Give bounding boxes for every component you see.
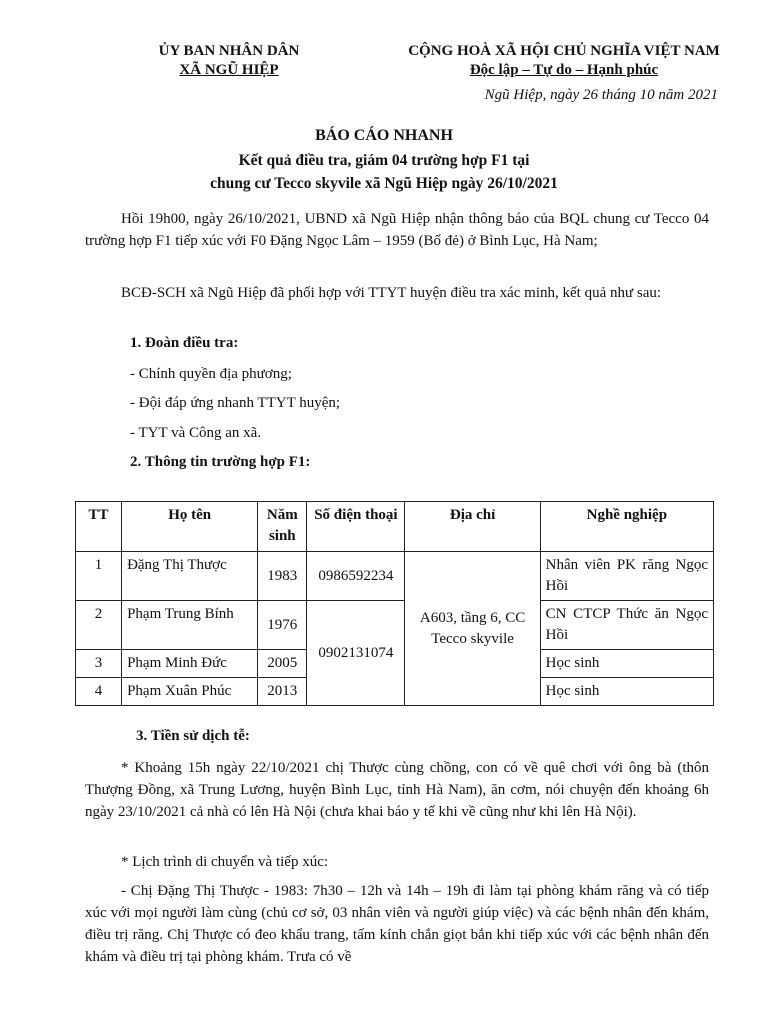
section-heading-1: 1. Đoàn điều tra: bbox=[130, 335, 239, 351]
f1-cases-table bbox=[75, 501, 714, 706]
cell-tt: 1 bbox=[76, 552, 122, 601]
cell-year: 2013 bbox=[258, 678, 307, 706]
document-subtitle-1: Kết quả điều tra, giám 04 trường hợp F1 tại bbox=[238, 152, 530, 169]
cell-job: Nhân viên PK răng Ngọc Hồi bbox=[540, 552, 713, 601]
cell-job: Học sinh bbox=[540, 678, 713, 706]
cell-name: Phạm Trung Bính bbox=[122, 601, 258, 650]
cell-name: Phạm Minh Đức bbox=[122, 650, 258, 678]
issuer-line-1: ỦY BAN NHÂN DÂN bbox=[158, 43, 300, 59]
cell-name: Phạm Xuân Phúc bbox=[122, 678, 258, 706]
national-title: CỘNG HOÀ XÃ HỘI CHỦ NGHĨA VIỆT NAM bbox=[408, 43, 720, 59]
paragraph-itinerary-heading: * Lịch trình di chuyển và tiếp xúc: bbox=[121, 854, 329, 870]
table-row bbox=[76, 552, 714, 601]
cell-job: Học sinh bbox=[540, 650, 713, 678]
document-date: Ngũ Hiệp, ngày 26 tháng 10 năm 2021 bbox=[484, 87, 718, 103]
document-subtitle-2: chung cư Tecco skyvile xã Ngũ Hiệp ngày 26/10/2021 bbox=[210, 175, 558, 192]
cell-year: 2005 bbox=[258, 650, 307, 678]
cell-year: 1983 bbox=[258, 552, 307, 601]
national-header bbox=[392, 42, 736, 80]
cell-tt: 2 bbox=[76, 601, 122, 650]
header-cell: TT bbox=[76, 502, 122, 552]
paragraph-intro: Hồi 19h00, ngày 26/10/2021, UBND xã Ngũ Hiệp nhận thông báo của BQL chung cư Tecco 04 trường hợp F1 tiếp xúc với F0 Đặng Ngọc Lâm – 1959 (Bố đẻ) ở Bình Lục, Hà Nam; bbox=[85, 211, 709, 249]
section-heading-3: 3. Tiền sử dịch tễ: bbox=[136, 728, 250, 744]
section-heading-2: 2. Thông tin trường hợp F1: bbox=[130, 454, 311, 470]
cell-job: CN CTCP Thức ăn Ngọc Hồi bbox=[540, 601, 713, 650]
paragraph-travel-history: * Khoảng 15h ngày 22/10/2021 chị Thược cùng chồng, con có về quê chơi với ông bà (thôn Thượng Đồng, xã Trung Lương, huyện Bình Lục, tỉnh Hà Nam), ăn cơm, nói chuyện đến khoảng 6h ngày 23/10/2021 cả nhà có lên Hà Nội (chưa khai báo y tế khi về cũng như khi lên Hà Nội). bbox=[85, 760, 709, 820]
cell-year: 1976 bbox=[258, 601, 307, 650]
paragraph-itinerary-detail: - Chị Đặng Thị Thược - 1983: 7h30 – 12h và 14h – 19h đi làm tại phòng khám răng và có tiếp xúc với mọi người làm cùng (chủ cơ sở, 03 nhân viên và người giúp việc) và các bệnh nhân đến khám, điều trị răng. Chị Thược có đeo khẩu trang, tấm kính chắn giọt bắn khi tiếp xúc với các bệnh nhân đến khám và điều trị tại phòng khám. Trưa có về bbox=[85, 883, 709, 965]
document-title: BÁO CÁO NHANH bbox=[315, 127, 453, 144]
table-header-row bbox=[76, 502, 714, 552]
team-item: - Đội đáp ứng nhanh TTYT huyện; bbox=[130, 395, 341, 411]
header-cell: Số điện thoại bbox=[307, 502, 405, 552]
header-cell: Nghề nghiệp bbox=[540, 502, 713, 552]
team-item: - Chính quyền địa phương; bbox=[130, 366, 292, 382]
cell-tt: 4 bbox=[76, 678, 122, 706]
cell-address: A603, tầng 6, CC Tecco skyvile bbox=[405, 552, 540, 706]
header-cell: Địa chỉ bbox=[405, 502, 540, 552]
issuer-line-2: XÃ NGŨ HIỆP bbox=[179, 62, 279, 78]
issuer-header bbox=[118, 42, 340, 80]
team-item: - TYT và Công an xã. bbox=[130, 425, 262, 441]
national-motto: Độc lập – Tự do – Hạnh phúc bbox=[469, 62, 659, 78]
paragraph-coordination: BCĐ-SCH xã Ngũ Hiệp đã phối hợp với TTYT huyện điều tra xác minh, kết quả như sau: bbox=[121, 285, 662, 301]
header-cell: Năm sinh bbox=[258, 502, 307, 552]
cell-tt: 3 bbox=[76, 650, 122, 678]
cell-name: Đặng Thị Thược bbox=[122, 552, 258, 601]
header-cell: Họ tên bbox=[122, 502, 258, 552]
cell-phone: 0986592234 bbox=[307, 552, 405, 601]
cell-phone: 0902131074 bbox=[307, 601, 405, 706]
table-row bbox=[76, 601, 714, 650]
